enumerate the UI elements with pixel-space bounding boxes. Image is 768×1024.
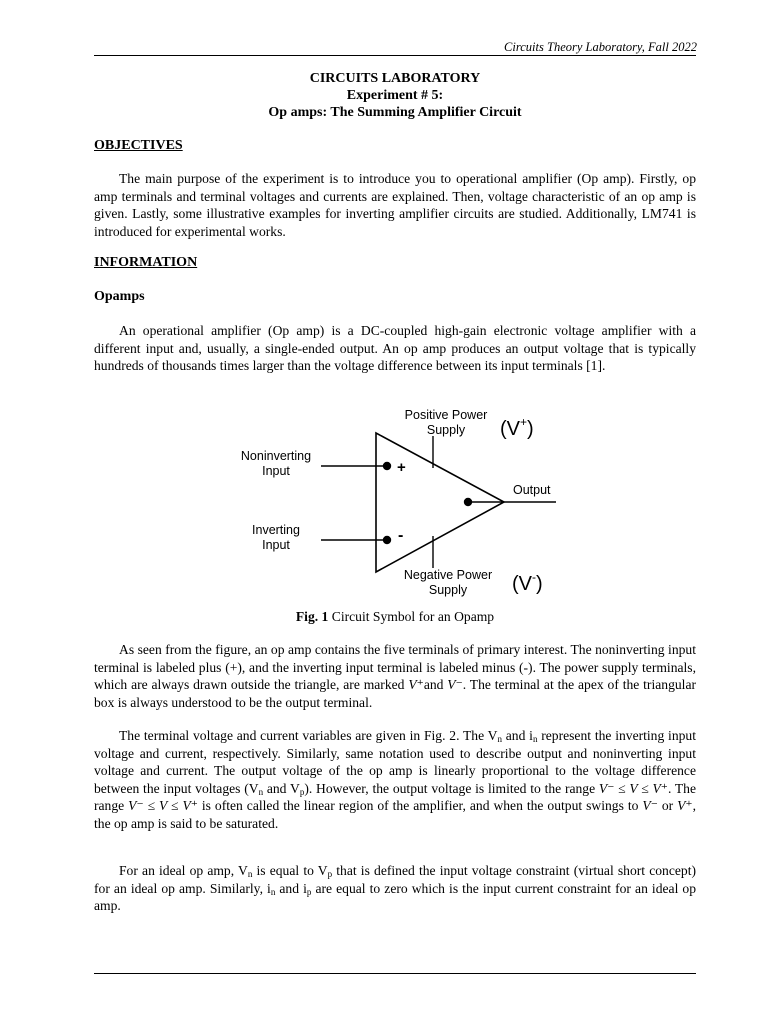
inverting-label-2: Input (262, 538, 290, 552)
plus-sign: + (397, 459, 406, 476)
opamps-subheading: Opamps (94, 289, 145, 304)
ideal-text-e: are equal to zero which is the input current constraint for an ideal op amp. (94, 880, 697, 914)
vplus-symbol: V⁺ (408, 677, 424, 693)
figure-caption (94, 609, 696, 625)
subscript-n: n (532, 734, 538, 744)
opamp-intro-paragraph (94, 322, 696, 375)
vplus-label-text: (V (500, 418, 520, 440)
vplus-label-close: ) (527, 418, 534, 440)
minus-sign: - (398, 527, 404, 544)
title-line-3: Op amps: The Summing Amplifier Circuit (268, 105, 522, 120)
noninverting-label-2: Input (262, 464, 290, 478)
ideal-text-a: For an ideal op amp, V (119, 863, 248, 878)
figure-caption-text: Circuit Symbol for an Opamp (328, 609, 495, 624)
running-header: Circuits Theory Laboratory, Fall 2022 (504, 40, 697, 54)
vminus-label (512, 570, 543, 595)
positive-supply-label-1: Positive Power (404, 408, 488, 422)
figure-number: Fig. 1 (295, 609, 329, 624)
terminals-paragraph (94, 641, 696, 711)
subscript-n: n (247, 869, 253, 879)
variables-text-h: , the op amp is said to be saturated. (94, 798, 697, 831)
output-label: Output (513, 483, 551, 497)
objectives-heading: OBJECTIVES (94, 138, 183, 153)
terminals-text-b: and (423, 677, 448, 693)
vminus-symbol: V⁻ (447, 677, 463, 693)
linear-range-expression: V⁻ ≤ V ≤ V⁺ (128, 798, 198, 814)
footer-rule (94, 973, 696, 974)
linear-range-expression: V⁻ ≤ V ≤ V⁺ (598, 780, 668, 796)
terminals-text-c: . The terminal at the apex of the triangular box is always understood to be the output terminal. (94, 677, 696, 710)
ideal-opamp-paragraph (94, 862, 696, 915)
title-line-2: Experiment # 5: (346, 88, 444, 103)
noninverting-terminal-dot (383, 462, 391, 470)
vminus-symbol: V⁻ (642, 798, 658, 814)
variables-text-f: . The range (94, 780, 696, 814)
subscript-p: p (299, 786, 305, 797)
vminus-label-text: (V (512, 573, 532, 595)
information-heading: INFORMATION (94, 255, 198, 270)
vplus-symbol: V⁺ (677, 798, 693, 814)
document-title (94, 70, 696, 121)
negative-supply-label-2: Supply (428, 583, 468, 597)
inverting-terminal-dot (383, 536, 391, 544)
variables-text-a: The terminal voltage and current variables are given in Fig. 2. The V (119, 728, 498, 743)
opamp-intro-text: An operational amplifier (Op amp) is a DC-coupled high-gain electronic voltage amplifier with a different input and, usually, a single-ended output. An op amp produces an output voltage that is typically hundreds of thousands times larger than the voltage difference between its input terminals [1]. (94, 323, 696, 374)
subscript-p: p (306, 886, 312, 897)
opamp-symbol-figure (236, 403, 556, 603)
positive-supply-label-2: Supply (426, 423, 466, 437)
variables-text-d: and V (263, 780, 300, 796)
noninverting-label-1: Noninverting (240, 449, 312, 463)
ideal-text-d: and i (275, 880, 307, 896)
objectives-text: The main purpose of the experiment is to introduce you to operational amplifier (Op amp). Firstly, op amp terminals and terminal voltages and currents are explained. Then, voltage characteristic of an op amp is given. Lastly, some illustrative examples for inverting amplifier circuits are studied. Additionally, LM741 is introduced for experimental works. (94, 171, 696, 239)
title-line-1: CIRCUITS LABORATORY (309, 71, 481, 86)
negative-supply-label-1: Negative Power (403, 568, 493, 582)
subscript-n: n (497, 734, 502, 744)
header-rule (94, 55, 696, 56)
variables-paragraph (94, 727, 696, 833)
ideal-text-b: is equal to V (252, 863, 328, 878)
vplus-label-sup: + (520, 415, 528, 429)
vminus-label-close: ) (536, 573, 543, 595)
variables-text-b: and i (501, 728, 533, 743)
terminals-text-a: As seen from the figure, an op amp contains the five terminals of primary interest. The noninverting input terminal is labeled plus (+), and the inverting input terminal is labeled minus (-). The power supply terminals, which are always drawn outside the triangle, are marked (94, 642, 696, 693)
inverting-label-1: Inverting (252, 523, 300, 537)
variables-text-or: or (657, 798, 678, 814)
objectives-paragraph (94, 170, 696, 240)
output-terminal-dot (464, 498, 472, 506)
variables-text-g: is often called the linear region of the amplifier, and when the output swings to (197, 798, 643, 814)
subscript-n: n (270, 886, 276, 897)
subscript-p: p (327, 869, 333, 879)
variables-text-c: represent the inverting input voltage and current, respectively. Similarly, same notation used to describe output and noninverting input voltage and current. The output voltage of the op amp is linearly proportional to the voltage difference between the input voltages (V (94, 728, 696, 796)
variables-text-e: ). However, the output voltage is limited to the range (304, 780, 599, 796)
subscript-n: n (258, 786, 264, 797)
ideal-text-c: that is defined the input voltage constraint (virtual short concept) for an ideal op amp. Similarly, i (94, 863, 697, 896)
vplus-label (500, 415, 534, 440)
vminus-label-sup: - (532, 570, 536, 584)
